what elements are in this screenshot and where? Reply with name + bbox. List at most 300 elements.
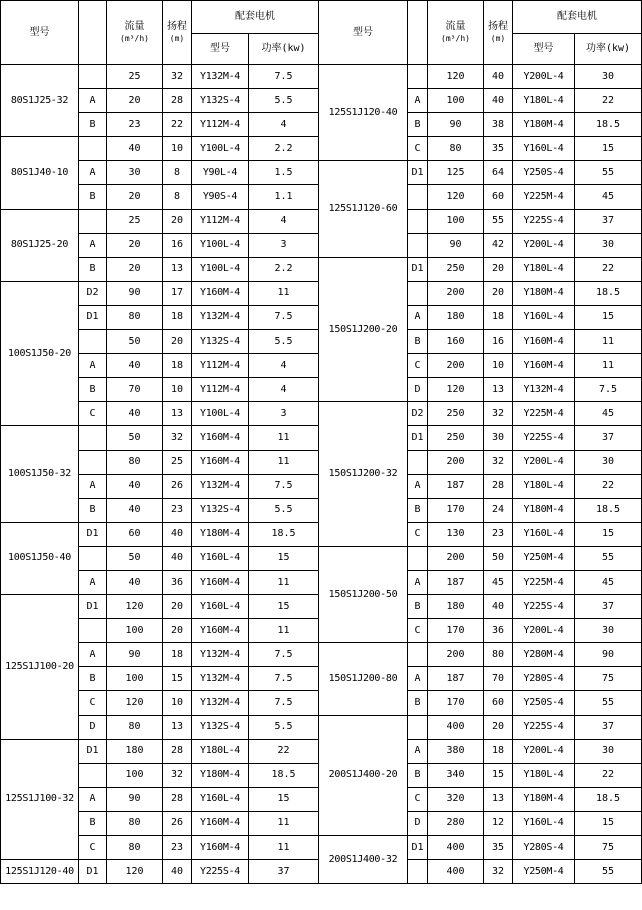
model-cell: 100S1J50-40: [1, 522, 79, 594]
flow-cell: 250: [428, 257, 484, 281]
motor-cell: Y225S-4: [513, 595, 575, 619]
variant-cell: B: [408, 330, 428, 354]
variant-cell: A: [408, 667, 428, 691]
power-cell: 18.5: [249, 522, 319, 546]
table-row: [319, 836, 642, 860]
head-cell: 17: [163, 281, 192, 305]
power-cell: 18.5: [575, 787, 642, 811]
model-cell: 80S1J25-32: [1, 65, 79, 137]
flow-cell: 100: [107, 619, 163, 643]
flow-cell: 40: [107, 474, 163, 498]
motor-cell: Y225S-4: [513, 209, 575, 233]
power-cell: 7.5: [249, 691, 319, 715]
variant-cell: [79, 137, 107, 161]
power-cell: 15: [575, 305, 642, 329]
flow-cell: 180: [428, 305, 484, 329]
head-cell: 28: [484, 474, 513, 498]
power-cell: 45: [575, 402, 642, 426]
variant-cell: A: [79, 787, 107, 811]
head-cell: 10: [163, 137, 192, 161]
flow-cell: 50: [107, 330, 163, 354]
variant-cell: [408, 185, 428, 209]
head-cell: 35: [484, 836, 513, 860]
variant-cell: [408, 233, 428, 257]
model-cell: 200S1J400-20: [319, 715, 408, 835]
variant-cell: C: [79, 402, 107, 426]
model-cell: 80S1J25-20: [1, 209, 79, 281]
head-cell: 32: [484, 450, 513, 474]
power-cell: 11: [249, 450, 319, 474]
head-cell: 64: [484, 161, 513, 185]
power-cell: 22: [575, 763, 642, 787]
head-cell: 18: [163, 643, 192, 667]
model-cell: 125S1J120-60: [319, 161, 408, 257]
flow-cell: 200: [428, 643, 484, 667]
power-cell: 4: [249, 354, 319, 378]
table-row: [1, 426, 319, 450]
head-cell: 20: [163, 595, 192, 619]
motor-cell: Y112M-4: [192, 378, 249, 402]
variant-cell: C: [408, 137, 428, 161]
power-cell: 11: [249, 426, 319, 450]
head-cell: 10: [163, 691, 192, 715]
head-cell: 10: [163, 378, 192, 402]
motor-cell: Y180L-4: [513, 763, 575, 787]
motor-cell: Y180L-4: [513, 474, 575, 498]
motor-cell: Y132M-4: [192, 667, 249, 691]
power-cell: 45: [575, 185, 642, 209]
flow-cell: 90: [107, 787, 163, 811]
power-cell: 15: [575, 137, 642, 161]
variant-cell: A: [79, 161, 107, 185]
power-cell: 5.5: [249, 498, 319, 522]
motor-cell: Y132M-4: [192, 691, 249, 715]
variant-cell: D2: [79, 281, 107, 305]
motor-cell: Y200L-4: [513, 619, 575, 643]
table-row: [1, 209, 319, 233]
model-cell: 150S1J200-80: [319, 643, 408, 715]
motor-cell: Y180M-4: [513, 498, 575, 522]
variant-cell: B: [79, 378, 107, 402]
motor-cell: Y180M-4: [192, 763, 249, 787]
table-row: [319, 715, 642, 739]
head-cell: 22: [163, 113, 192, 137]
head-cell: 23: [163, 836, 192, 860]
motor-cell: Y225M-4: [513, 185, 575, 209]
power-cell: 90: [575, 643, 642, 667]
flow-cell: 250: [428, 402, 484, 426]
power-cell: 30: [575, 450, 642, 474]
head-cell: 28: [163, 89, 192, 113]
variant-cell: A: [79, 643, 107, 667]
head-cell: 32: [163, 763, 192, 787]
variant-cell: A: [408, 89, 428, 113]
variant-cell: C: [408, 354, 428, 378]
motor-cell: Y132M-4: [192, 305, 249, 329]
motor-cell: Y160L-4: [513, 811, 575, 835]
power-cell: 2.2: [249, 257, 319, 281]
motor-cell: Y250M-4: [513, 546, 575, 570]
variant-cell: B: [79, 113, 107, 137]
model-cell: 125S1J120-40: [319, 65, 408, 161]
flow-cell: 130: [428, 522, 484, 546]
header-flow: 流量 (m³/h): [428, 1, 484, 65]
head-cell: 24: [484, 498, 513, 522]
header-head: 扬程 (m): [163, 1, 192, 65]
power-cell: 3: [249, 233, 319, 257]
power-cell: 15: [249, 787, 319, 811]
head-cell: 23: [484, 522, 513, 546]
head-cell: 36: [163, 570, 192, 594]
flow-cell: 50: [107, 546, 163, 570]
head-cell: 18: [163, 354, 192, 378]
motor-cell: Y160M-4: [192, 836, 249, 860]
flow-cell: 80: [107, 836, 163, 860]
variant-cell: C: [408, 787, 428, 811]
flow-cell: 50: [107, 426, 163, 450]
head-cell: 20: [163, 619, 192, 643]
head-cell: 40: [484, 89, 513, 113]
power-cell: 15: [249, 595, 319, 619]
flow-cell: 25: [107, 209, 163, 233]
motor-cell: Y132S-4: [192, 715, 249, 739]
motor-cell: Y160L-4: [192, 546, 249, 570]
flow-cell: 40: [107, 498, 163, 522]
flow-cell: 200: [428, 450, 484, 474]
power-cell: 30: [575, 739, 642, 763]
variant-cell: B: [79, 185, 107, 209]
table-row: [1, 860, 319, 884]
flow-cell: 200: [428, 281, 484, 305]
head-cell: 40: [484, 65, 513, 89]
flow-cell: 120: [428, 185, 484, 209]
header-sub: [408, 1, 428, 65]
head-cell: 15: [484, 763, 513, 787]
motor-cell: Y112M-4: [192, 113, 249, 137]
header-motor-model: 型号: [513, 34, 575, 65]
head-cell: 8: [163, 161, 192, 185]
flow-cell: 120: [107, 691, 163, 715]
head-cell: 20: [484, 257, 513, 281]
model-cell: 200S1J400-32: [319, 836, 408, 884]
power-cell: 4: [249, 378, 319, 402]
head-cell: 40: [163, 522, 192, 546]
variant-cell: [79, 450, 107, 474]
table-header: [319, 1, 642, 65]
flow-cell: 20: [107, 257, 163, 281]
flow-cell: 120: [428, 65, 484, 89]
variant-cell: [79, 763, 107, 787]
power-cell: 18.5: [249, 763, 319, 787]
power-cell: 3: [249, 402, 319, 426]
variant-cell: A: [408, 739, 428, 763]
motor-cell: Y225S-4: [513, 426, 575, 450]
head-cell: 13: [163, 257, 192, 281]
motor-cell: Y250M-4: [513, 860, 575, 884]
flow-cell: 20: [107, 233, 163, 257]
variant-cell: D: [408, 378, 428, 402]
flow-cell: 400: [428, 715, 484, 739]
power-cell: 55: [575, 161, 642, 185]
motor-cell: Y160L-4: [192, 787, 249, 811]
table-row: [1, 281, 319, 305]
power-cell: 37: [575, 595, 642, 619]
table-row: [319, 65, 642, 89]
power-cell: 11: [249, 281, 319, 305]
variant-cell: D: [79, 715, 107, 739]
header-sub: [79, 1, 107, 65]
variant-cell: D1: [408, 836, 428, 860]
power-cell: 5.5: [249, 330, 319, 354]
variant-cell: A: [79, 233, 107, 257]
variant-cell: B: [79, 498, 107, 522]
power-cell: 15: [249, 546, 319, 570]
motor-cell: Y180M-4: [192, 522, 249, 546]
flow-cell: 20: [107, 185, 163, 209]
table-row: [319, 643, 642, 667]
head-cell: 55: [484, 209, 513, 233]
flow-cell: 70: [107, 378, 163, 402]
variant-cell: D1: [79, 522, 107, 546]
motor-cell: Y280S-4: [513, 667, 575, 691]
head-cell: 13: [484, 787, 513, 811]
motor-cell: Y180M-4: [513, 113, 575, 137]
variant-cell: [408, 65, 428, 89]
flow-cell: 30: [107, 161, 163, 185]
motor-cell: Y160M-4: [513, 354, 575, 378]
flow-cell: 40: [107, 137, 163, 161]
power-cell: 4: [249, 113, 319, 137]
flow-cell: 25: [107, 65, 163, 89]
variant-cell: [79, 65, 107, 89]
flow-cell: 80: [107, 811, 163, 835]
power-cell: 7.5: [575, 378, 642, 402]
flow-cell: 400: [428, 860, 484, 884]
flow-cell: 380: [428, 739, 484, 763]
variant-cell: B: [408, 763, 428, 787]
power-cell: 18.5: [575, 281, 642, 305]
table-body: [1, 65, 319, 884]
flow-cell: 170: [428, 619, 484, 643]
header-head: 扬程 (m): [484, 1, 513, 65]
motor-cell: Y160L-4: [513, 305, 575, 329]
flow-cell: 100: [428, 89, 484, 113]
power-cell: 75: [575, 836, 642, 860]
variant-cell: [79, 426, 107, 450]
variant-cell: C: [408, 522, 428, 546]
power-cell: 55: [575, 691, 642, 715]
head-cell: 13: [163, 402, 192, 426]
variant-cell: [79, 330, 107, 354]
variant-cell: B: [408, 595, 428, 619]
variant-cell: D2: [408, 402, 428, 426]
power-cell: 1.1: [249, 185, 319, 209]
motor-cell: Y280S-4: [513, 836, 575, 860]
motor-cell: Y160M-4: [192, 619, 249, 643]
flow-cell: 340: [428, 763, 484, 787]
head-cell: 16: [484, 330, 513, 354]
variant-cell: A: [408, 570, 428, 594]
variant-cell: D1: [408, 257, 428, 281]
head-cell: 18: [484, 739, 513, 763]
table-row: [319, 402, 642, 426]
flow-cell: 120: [428, 378, 484, 402]
flow-cell: 80: [107, 450, 163, 474]
table-row: [1, 595, 319, 619]
motor-cell: Y160L-4: [513, 137, 575, 161]
motor-cell: Y225M-4: [513, 570, 575, 594]
head-cell: 80: [484, 643, 513, 667]
variant-cell: D1: [79, 860, 107, 884]
motor-cell: Y180L-4: [513, 89, 575, 113]
motor-cell: Y225S-4: [192, 860, 249, 884]
model-cell: 80S1J40-10: [1, 137, 79, 209]
flow-cell: 250: [428, 426, 484, 450]
power-cell: 37: [249, 860, 319, 884]
flow-cell: 90: [107, 281, 163, 305]
power-cell: 22: [575, 474, 642, 498]
variant-cell: [408, 450, 428, 474]
motor-cell: Y250S-4: [513, 161, 575, 185]
variant-cell: A: [79, 570, 107, 594]
table-row: [1, 65, 319, 89]
model-cell: 100S1J50-32: [1, 426, 79, 522]
motor-cell: Y100L-4: [192, 257, 249, 281]
variant-cell: C: [79, 691, 107, 715]
variant-cell: B: [79, 811, 107, 835]
head-cell: 20: [484, 715, 513, 739]
flow-cell: 187: [428, 474, 484, 498]
variant-cell: D1: [79, 595, 107, 619]
power-cell: 75: [575, 667, 642, 691]
pump-spec-table-left: [0, 0, 319, 884]
variant-cell: [408, 715, 428, 739]
head-cell: 32: [484, 402, 513, 426]
motor-cell: Y160M-4: [192, 811, 249, 835]
head-cell: 20: [163, 209, 192, 233]
flow-cell: 320: [428, 787, 484, 811]
power-cell: 18.5: [575, 113, 642, 137]
power-cell: 7.5: [249, 643, 319, 667]
power-cell: 11: [575, 330, 642, 354]
motor-cell: Y180M-4: [513, 787, 575, 811]
flow-cell: 40: [107, 570, 163, 594]
power-cell: 37: [575, 209, 642, 233]
motor-cell: Y225S-4: [513, 715, 575, 739]
variant-cell: [408, 281, 428, 305]
variant-cell: [79, 209, 107, 233]
motor-cell: Y132M-4: [192, 474, 249, 498]
motor-cell: Y180L-4: [513, 257, 575, 281]
motor-cell: Y180L-4: [192, 739, 249, 763]
header-motor-group: 配套电机: [192, 1, 319, 34]
variant-cell: A: [408, 474, 428, 498]
table-row: [319, 546, 642, 570]
power-cell: 30: [575, 233, 642, 257]
variant-cell: B: [408, 113, 428, 137]
table-row: [1, 739, 319, 763]
motor-cell: Y160L-4: [513, 522, 575, 546]
motor-cell: Y160M-4: [192, 450, 249, 474]
motor-cell: Y200L-4: [513, 65, 575, 89]
motor-cell: Y250S-4: [513, 691, 575, 715]
flow-cell: 100: [428, 209, 484, 233]
flow-cell: 120: [107, 595, 163, 619]
flow-cell: 80: [107, 305, 163, 329]
flow-cell: 200: [428, 546, 484, 570]
model-cell: 125S1J100-20: [1, 595, 79, 740]
motor-cell: Y132S-4: [192, 89, 249, 113]
variant-cell: D1: [79, 305, 107, 329]
flow-cell: 23: [107, 113, 163, 137]
head-cell: 32: [163, 65, 192, 89]
model-cell: 150S1J200-20: [319, 257, 408, 402]
variant-cell: B: [408, 498, 428, 522]
motor-cell: Y100L-4: [192, 137, 249, 161]
header-model: 型号: [1, 1, 79, 65]
motor-cell: Y160M-4: [192, 426, 249, 450]
head-cell: 40: [163, 546, 192, 570]
motor-cell: Y132S-4: [192, 330, 249, 354]
head-cell: 13: [484, 378, 513, 402]
model-cell: 125S1J100-32: [1, 739, 79, 859]
head-cell: 70: [484, 667, 513, 691]
flow-cell: 80: [428, 137, 484, 161]
flow-cell: 180: [107, 739, 163, 763]
header-model: 型号: [319, 1, 408, 65]
motor-cell: Y160M-4: [513, 330, 575, 354]
motor-cell: Y112M-4: [192, 354, 249, 378]
model-cell: 100S1J50-20: [1, 281, 79, 426]
flow-cell: 120: [107, 860, 163, 884]
flow-cell: 100: [107, 763, 163, 787]
table-body: [319, 65, 642, 884]
motor-cell: Y160M-4: [192, 570, 249, 594]
table-row: [1, 137, 319, 161]
variant-cell: C: [408, 619, 428, 643]
header-power: 功率(kw): [575, 34, 642, 65]
flow-cell: 80: [107, 715, 163, 739]
flow-cell: 125: [428, 161, 484, 185]
flow-cell: 180: [428, 595, 484, 619]
head-cell: 8: [163, 185, 192, 209]
head-cell: 42: [484, 233, 513, 257]
power-cell: 22: [575, 89, 642, 113]
variant-cell: [408, 643, 428, 667]
head-cell: 38: [484, 113, 513, 137]
variant-cell: D1: [408, 161, 428, 185]
power-cell: 18.5: [575, 498, 642, 522]
head-cell: 32: [484, 860, 513, 884]
variant-cell: [408, 546, 428, 570]
variant-cell: D: [408, 811, 428, 835]
flow-cell: 400: [428, 836, 484, 860]
head-cell: 50: [484, 546, 513, 570]
head-cell: 20: [484, 281, 513, 305]
power-cell: 11: [249, 570, 319, 594]
header-power: 功率(kw): [249, 34, 319, 65]
motor-cell: Y132S-4: [192, 498, 249, 522]
header-motor-model: 型号: [192, 34, 249, 65]
motor-cell: Y132M-4: [192, 65, 249, 89]
power-cell: 7.5: [249, 65, 319, 89]
variant-cell: [79, 546, 107, 570]
head-cell: 60: [484, 185, 513, 209]
flow-cell: 200: [428, 354, 484, 378]
table-row: [319, 161, 642, 185]
model-cell: 150S1J200-32: [319, 402, 408, 547]
motor-cell: Y100L-4: [192, 402, 249, 426]
